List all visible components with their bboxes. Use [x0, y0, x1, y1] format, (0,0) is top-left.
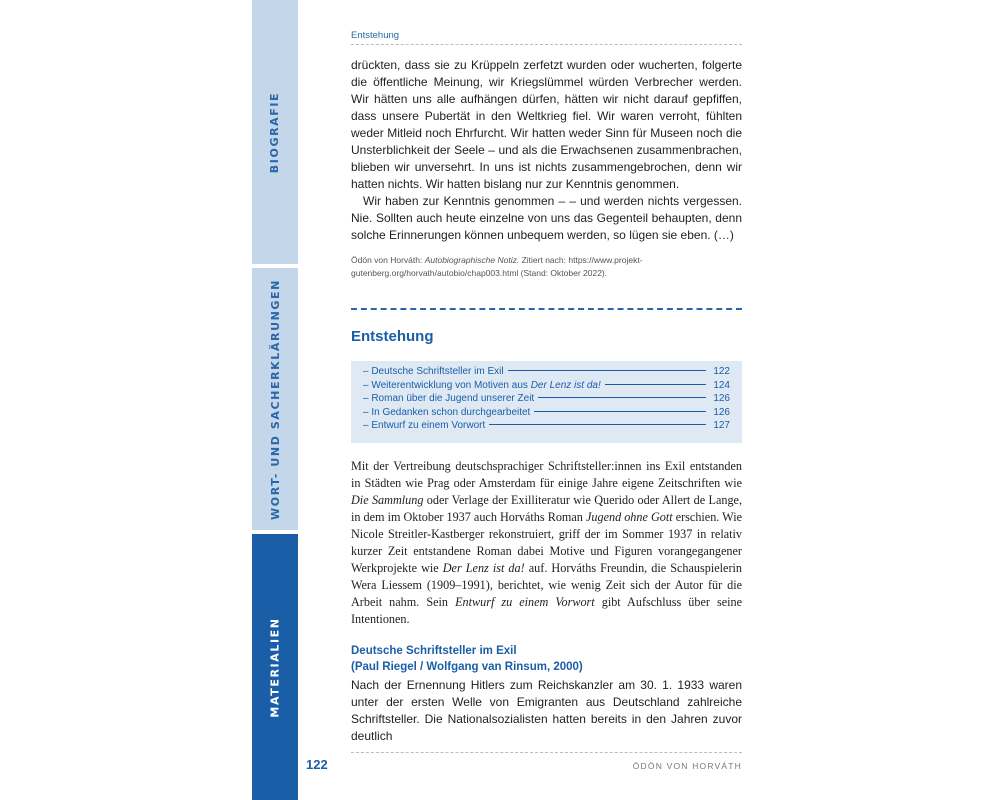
toc-label: – Deutsche Schriftsteller im Exil	[363, 366, 504, 377]
tab-materialien-label: MATERIALIEN	[268, 616, 282, 718]
source-title: Autobiographische Notiz.	[424, 255, 520, 265]
intro-paragraph	[351, 458, 742, 628]
toc-item[interactable]	[363, 407, 730, 421]
toc-leader	[489, 424, 706, 425]
table-of-contents	[351, 361, 742, 443]
subsection-text	[351, 677, 742, 745]
tab-materialien[interactable]	[252, 534, 298, 800]
intro-text: gibt Aufschluss über seine Intentionen.	[351, 595, 742, 626]
subsection-authors: (Paul Riegel / Wolfgang van Rinsum, 2000)	[351, 661, 583, 673]
toc-label-italic: Der Lenz ist da!	[530, 379, 601, 391]
toc-leader	[605, 384, 706, 385]
footer-author: ÖDÖN VON HORVÁTH	[632, 761, 742, 771]
subsection-paragraph: Nach der Ernennung Hitlers zum Reichskanzler am 30. 1. 1933 waren unter der ersten Welle von Emigranten aus Deutschland zahlreiche Schriftsteller. Die Nationalsozialisten hatten bereits in den Jahren zuvor deutlich	[351, 678, 742, 743]
toc-leader	[534, 411, 706, 412]
quote-paragraph-1: drückten, dass sie zu Krüppeln zerfetzt wurden oder wucherten, folgerte die öffentliche Meinung, wir Kriegslümmel würden Verbrecher werden. Wir hätten uns alle aufhängen dürfen, hätten wir nicht darauf gepfiffen, dass unsere Pubertät in den Weltkrieg fiel. Wir waren verroht, fühlten weder Mitleid noch Ehrfurcht. Wir hatten weder Sinn für Museen noch die Unsterblichkeit der Seele – und als die Erwachsenen zusammenbrachen, blieben wir unversehrt. In uns ist nichts zusammengebrochen, denn wir hatten nichts. Wir hatten bislang nur zur Kenntnis genommen.	[351, 58, 742, 191]
quote-text	[351, 57, 742, 244]
toc-leader	[538, 397, 706, 398]
toc-leader	[508, 370, 706, 371]
toc-page-number: 127	[713, 420, 730, 432]
toc-label: – In Gedanken schon durchgearbeitet	[363, 406, 531, 418]
quote-paragraph-2: Wir haben zur Kenntnis genommen – – und werden nichts vergessen. Nie. Sollten auch heute einzelne von uns das Gegenteil behaupten, denn solche Erinnerungen können unbequem werden, so lügen sie eben. (…)	[351, 194, 742, 242]
toc-page-number: 124	[713, 379, 730, 391]
toc-item[interactable]	[363, 420, 730, 434]
intro-italic: Der Lenz ist da!	[442, 561, 525, 575]
tab-wort-label: WORT- UND SACHERKLÄRUNGEN	[268, 278, 282, 520]
intro-italic: Die Sammlung	[351, 493, 424, 507]
toc-page-number: 126	[713, 393, 730, 405]
section-title: Entstehung	[351, 328, 434, 345]
section-divider	[351, 308, 742, 310]
footer-rule	[351, 752, 742, 753]
tab-wort-und-sacherklaerungen[interactable]	[252, 268, 298, 530]
source-citation	[351, 254, 742, 280]
intro-italic: Entwurf zu einem Vorwort	[455, 595, 595, 609]
intro-text: oder Verlage der Exilliteratur wie Querido oder Allert de Lange, in dem im Oktober 1937 auch Horváths Roman	[351, 493, 742, 524]
toc-item[interactable]	[363, 366, 730, 380]
toc-page-number: 126	[713, 406, 730, 418]
toc-item[interactable]	[363, 393, 730, 407]
intro-text: Mit der Vertreibung deutschsprachiger Schriftsteller:innen ins Exil entstanden in Städten wie Prag oder Amsterdam für einige Jahre eigene Zeitschriften wie	[351, 459, 742, 490]
toc-label: – Weiterentwicklung von Motiven aus	[363, 379, 531, 391]
source-author: Ödön von Horváth:	[351, 255, 425, 265]
toc-item[interactable]	[363, 380, 730, 394]
intro-text: erschien. Wie Nicole Streitler-Kastberger rekonstruiert, griff der im Sommer 1937 in relativ kurzer Zeit entstandene Roman dabei Motive und Figuren vorangegangener Werkprojekte wie	[351, 510, 742, 575]
tab-biografie[interactable]	[252, 0, 298, 264]
subsection-heading	[351, 643, 742, 675]
toc-label: – Entwurf zu einem Vorwort	[363, 420, 486, 432]
toc-page-number: 122	[713, 366, 730, 377]
intro-text: auf. Horváths Freundin, die Schauspielerin Wera Liessem (1909–1991), berichtet, wie wenig Zeit sich der Autor für die Arbeit nahm. Sein	[351, 561, 742, 609]
page-number: 122	[306, 757, 328, 772]
intro-italic: Jugend ohne Gott	[585, 510, 673, 524]
toc-label: – Roman über die Jugend unserer Zeit	[363, 393, 535, 405]
source-rest: Zitiert nach: https://www.projekt-gutenberg.org/horvath/autobio/chap003.html (Stand: Oktober 2022).	[351, 255, 643, 278]
running-header: Entstehung	[351, 30, 742, 45]
tab-biografie-label: BIOGRAFIE	[268, 91, 282, 173]
subsection-title: Deutsche Schriftsteller im Exil	[351, 645, 517, 657]
